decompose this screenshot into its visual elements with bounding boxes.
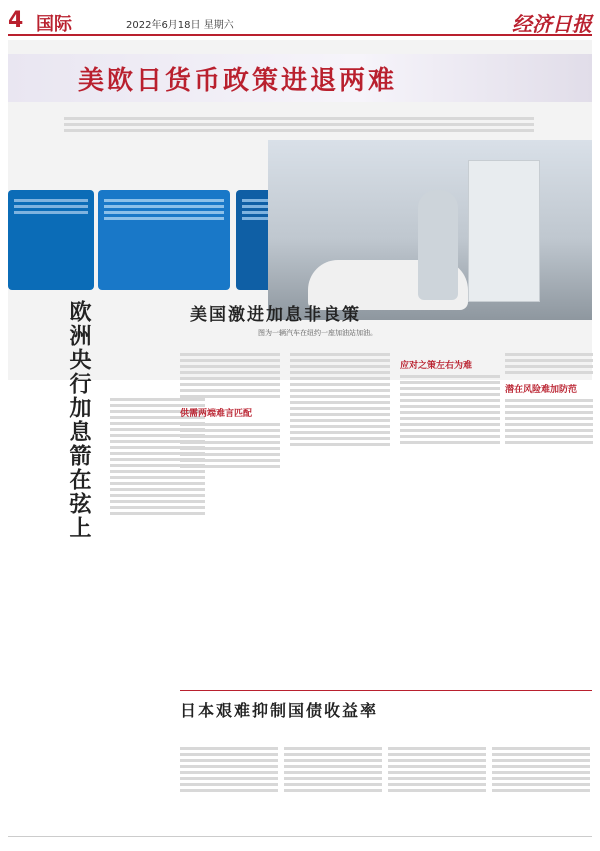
person-shape [418, 190, 458, 300]
mid-col-3 [400, 350, 500, 447]
gas-station-photo [268, 140, 592, 320]
page-header [8, 8, 592, 36]
newspaper-brand: 经济日报 [512, 12, 592, 36]
mid-subhead-1: 应对之策左右为难 [400, 361, 473, 371]
intro-paragraph [64, 114, 534, 135]
section-title: 国际 [36, 14, 72, 35]
main-headline: 美欧日货币政策进退两难 [78, 66, 398, 96]
pump-shape [468, 160, 540, 302]
page-number: 4 [8, 8, 24, 33]
mid-col-1 [180, 350, 280, 471]
left-story-headline: 欧洲央行加息箭在弦上 [66, 300, 91, 540]
mid-col-4 [505, 350, 593, 447]
headline-banner [8, 54, 592, 102]
mid-story-headline: 美国激进加息非良策 [190, 305, 361, 325]
section-divider [180, 690, 592, 691]
jp-story-headline: 日本艰难抑制国债收益率 [180, 701, 379, 720]
photo-caption: 图为一辆汽车在纽约一座加油站加油。 [258, 329, 377, 337]
left-story [8, 300, 106, 620]
footer-credits [8, 836, 592, 840]
info-box-japan [8, 190, 94, 290]
jp-story-body [180, 744, 590, 839]
mid-subhead-3: 潜在风险难加防范 [505, 385, 578, 395]
mid-subhead-2: 供需两端难言匹配 [180, 409, 253, 419]
info-box-europe [98, 190, 230, 290]
issue-date: 2022年6月18日 星期六 [126, 20, 234, 31]
mid-col-2 [290, 350, 390, 449]
